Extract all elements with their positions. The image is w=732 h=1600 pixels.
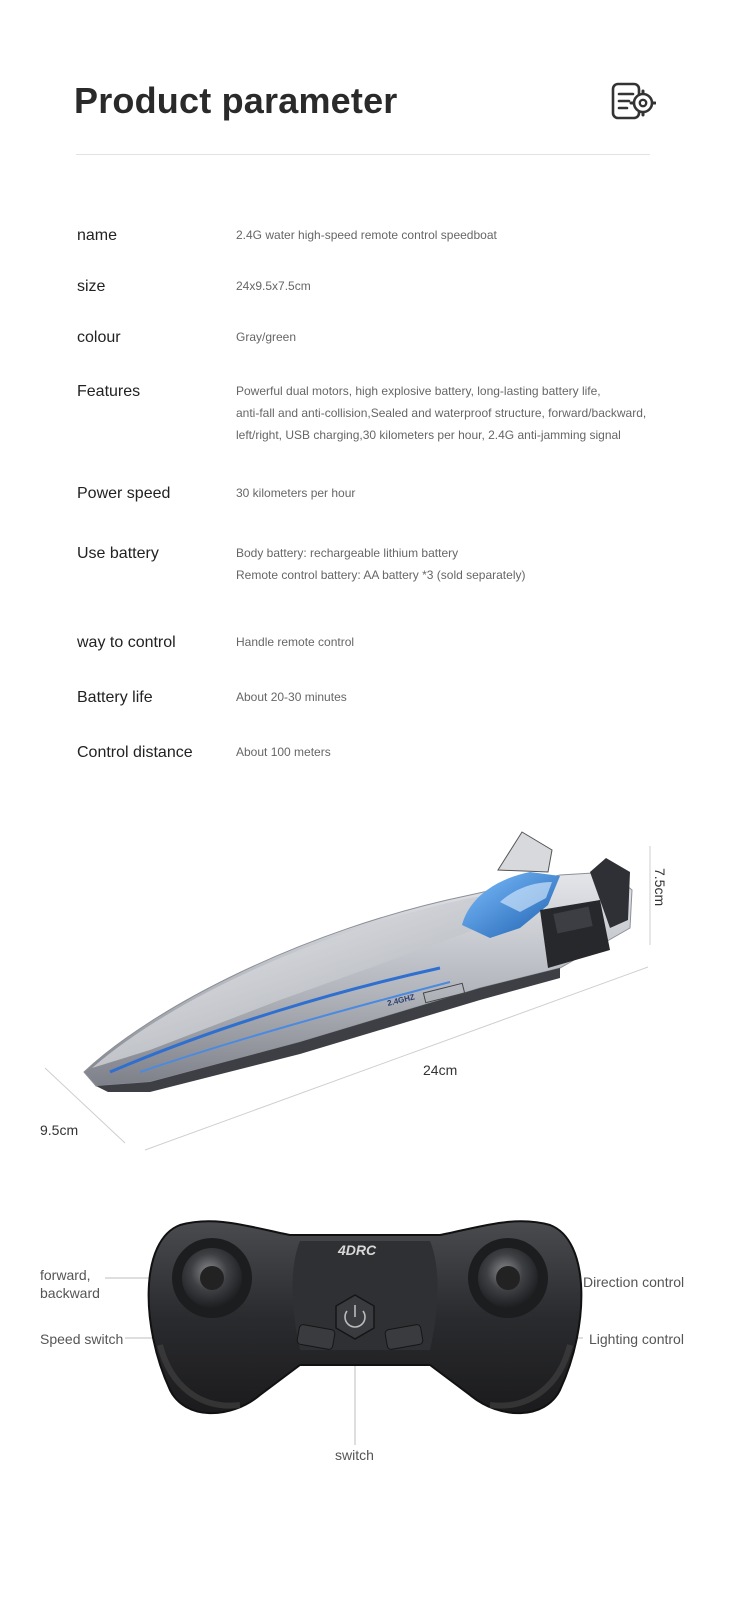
spec-label: Use battery [77,545,159,562]
svg-text:4DRC: 4DRC [338,1242,377,1258]
svg-text:2.4GHZ: 2.4GHZ [386,992,416,1008]
spec-label: Features [77,383,141,400]
spec-label: way to control [77,634,176,651]
spec-value: Gray/green [236,330,297,344]
length-label: 24cm [423,1062,458,1078]
title-divider [76,154,650,155]
callout-direction-control: Direction control [583,1274,685,1290]
spec-value: About 100 meters [236,745,331,759]
boat-illustration [0,810,732,1160]
callout-switch: switch [335,1447,374,1463]
spec-value: Powerful dual motors, high explosive battery, long-lasting battery life, anti-fall and anti-collision,Sealed and waterproof structure, forward/backward, left/right, USB charging,30 kilometers per hour, 2.4G anti-jamming signal [236,384,647,442]
callout-forward-backward: forward, backward [40,1267,100,1301]
spec-label: name [77,227,118,244]
spec-label: Power speed [77,485,171,502]
callout-lighting-control: Lighting control [589,1331,684,1347]
spec-value: 24x9.5x7.5cm [236,279,311,293]
spec-label: Control distance [77,744,193,761]
settings-document-icon [610,80,656,122]
spec-label: size [77,278,106,295]
spec-value: About 20-30 minutes [236,690,347,704]
spec-value: 2.4G water high-speed remote control speedboat [236,228,497,242]
spec-label: Battery life [77,689,153,706]
spec-value: Handle remote control [236,635,355,649]
spec-value: 30 kilometers per hour [236,486,356,500]
callout-speed-switch: Speed switch [40,1331,124,1347]
height-label: 7.5cm [652,868,668,907]
remote-illustration [0,1205,732,1495]
spec-label: colour [77,329,121,346]
page-title: Product parameter [74,80,398,121]
spec-value: Body battery: rechargeable lithium battery Remote control battery: AA battery *3 (sold separately) [236,546,526,582]
width-label: 9.5cm [40,1122,79,1138]
speedboat-image [0,810,732,1160]
